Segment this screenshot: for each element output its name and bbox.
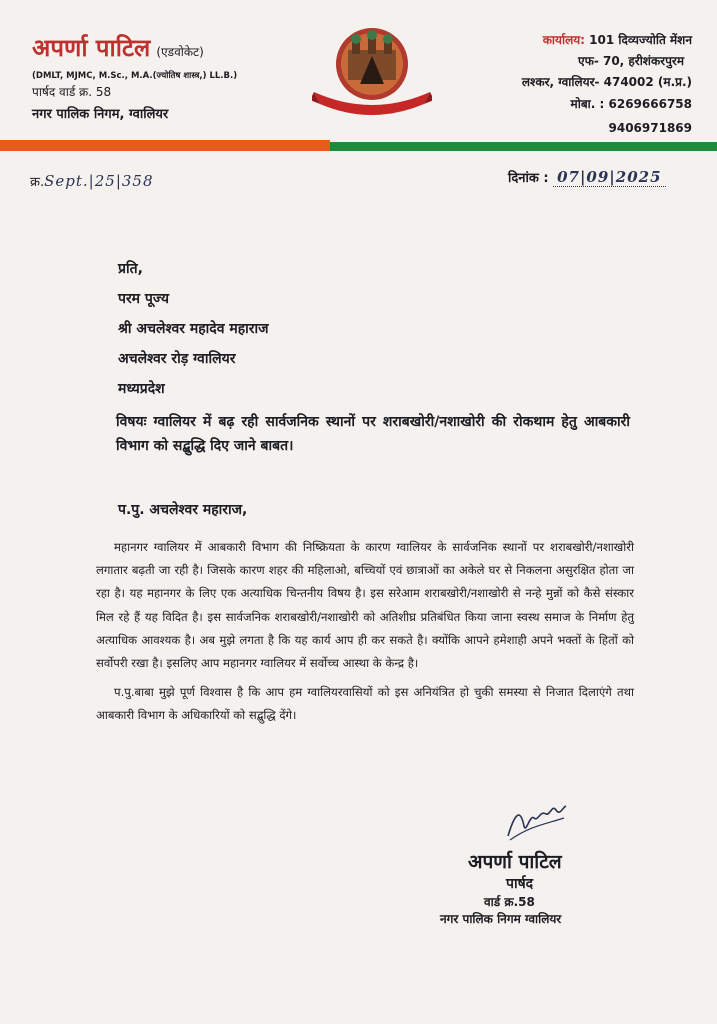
address-line-1: 101 दिव्यज्योति मेंशन [589, 33, 692, 47]
sender-ward: पार्षद वार्ड क्र. 58 [32, 85, 112, 99]
recipient-line: परम पूज्य [118, 291, 170, 307]
mobile-number-2: 9406971869 [608, 121, 692, 135]
recipient-block [118, 254, 269, 404]
letter-body [96, 536, 634, 728]
mobile-number-1: 6269666758 [608, 97, 692, 111]
mobile-label: मोबा. : [570, 97, 605, 111]
recipient-line: श्री अचलेश्वर महादेव महाराज [118, 321, 269, 337]
letterhead-left [32, 34, 312, 124]
recipient-line: प्रति, [118, 261, 143, 277]
reference-prefix: क्र. [30, 175, 45, 190]
office-label: कार्यालय: [542, 33, 585, 47]
date-label: दिनांक : [508, 171, 549, 186]
reference-value: Sept.|25|358 [44, 172, 154, 190]
reference-number [30, 172, 154, 190]
corporation-logo [312, 22, 432, 122]
signatory-name: अपर्णा पाटिल [468, 851, 562, 873]
address-line-2: एफ- 70, हरीशंकरपुरम [577, 54, 684, 68]
sender-name: अपर्णा पाटिल [32, 34, 151, 62]
fort-emblem-icon [312, 22, 432, 122]
letterhead-band-orange [0, 140, 330, 151]
salutation: प.पु. अचलेश्वर महाराज, [118, 502, 248, 518]
body-paragraph: महानगर ग्वालियर में आबकारी विभाग की निष्क्रियता के कारण ग्वालियर के सार्वजनिक स्थानों पर शराबखोरी/नशाखोरी लगातार बढ़ती जा रही है। जिसके कारण शहर की महिलाओ, बच्चियों एवं छात्राओं का अकेले घर से निकलना असुरक्षित होता जा रहा है। यह महानगर के लिए एक अत्याधिक चिन्तनीय विषय है। इस सरेआम शराबखोरी/नशाखोरी से नन्हे मुन्नों को कैसे संस्कार मिल रहे हैं यह विदित है। इस सार्वजनिक शराबखोरी/नशाखोरी को अतिशीघ्र प्रतिबंधित किया जाना स्वस्थ समाज के निर्माण हेतु अत्याधिक आवश्यक है। अब मुझे लगता है कि यह कार्य आप ही कर सकते है। क्योंकि आपने हमेशाही अपने भक्तों के हितों को सर्वोपरी रखा है। इसलिए आप महानगर ग्वालियर में सर्वोच्च आस्था के केन्द्र है। [96, 540, 634, 671]
signatory-ward: वार्ड क्र.58 [484, 895, 535, 909]
recipient-line: मध्यप्रदेश [118, 381, 165, 397]
date-value: 07|09|2025 [557, 168, 662, 186]
sender-designation: (एडवोकेट) [156, 45, 204, 59]
sender-qualifications: (DMLT, MJMC, M.Sc., M.A.(ज्योतिष शास्त्र,) LL.B.) [32, 71, 238, 81]
letterhead-band-green [330, 142, 717, 151]
letter-date [508, 168, 666, 187]
signatory-title: पार्षद [506, 876, 534, 892]
address-line-3: लश्कर, ग्वालियर- 474002 (म.प्र.) [521, 75, 692, 89]
letter-subject: विषयः ग्वालियर में बढ़ रही सार्वजनिक स्थानों पर शराबखोरी/नशाखोरी की रोकथाम हेतु आबकारी विभाग को सद्बुद्धि दिए जाने बाबत। [116, 414, 630, 454]
body-paragraph: प.पु.बाबा मुझे पूर्ण विश्वास है कि आप हम ग्वालियरवासियों को इस अनियंत्रित हो चुकी समस्या से निजात दिलाएंगे तथा आबकारी विभाग के अधिकारियों को सद्बुद्धि देंगे। [96, 685, 634, 723]
signatory-corporation: नगर पालिक निगम ग्वालियर [440, 912, 562, 926]
letterhead-name [32, 34, 312, 66]
recipient-line: अचलेश्वर रोड़ ग्वालियर [118, 351, 236, 367]
sender-corporation: नगर पालिक निगम, ग्वालियर [32, 107, 169, 122]
handwritten-signature [500, 796, 570, 846]
